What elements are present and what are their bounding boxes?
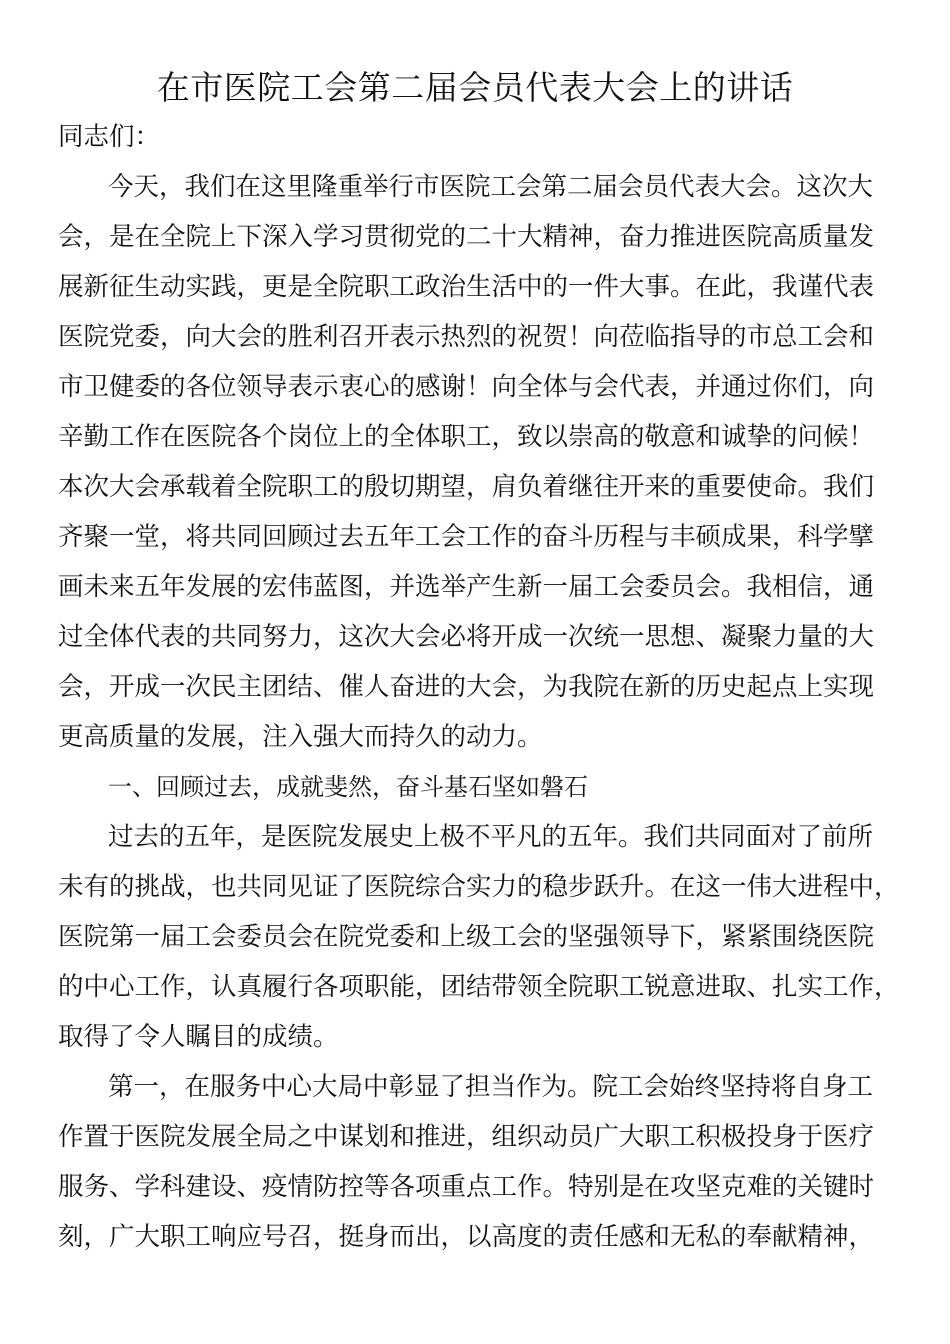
paragraph-line: 展新征生动实践，更是全院职工政治生活中的一件大事。在此，我谨代表 bbox=[58, 272, 875, 302]
paragraph-line: 过全体代表的共同努力，这次大会必将开成一次统一思想、凝聚力量的大 bbox=[58, 622, 875, 652]
paragraph-line: 取得了令人瞩目的成绩。 bbox=[58, 1022, 339, 1052]
paragraph-line: 作置于医院发展全局之中谋划和推进，组织动员广大职工积极投身于医疗 bbox=[58, 1122, 875, 1152]
paragraph-line: 更高质量的发展，注入强大而持久的动力。 bbox=[58, 722, 543, 752]
paragraph-line: 第一，在服务中心大局中彰显了担当作为。院工会始终坚持将自身工 bbox=[108, 1072, 874, 1102]
section-heading: 一、回顾过去，成就斐然，奋斗基石坚如磐石 bbox=[108, 773, 588, 801]
paragraph-line: 会，开成一次民主团结、催人奋进的大会，为我院在新的历史起点上实现 bbox=[58, 672, 875, 702]
paragraph-line: 刻，广大职工响应号召，挺身而出，以高度的责任感和无私的奉献精神， bbox=[58, 1222, 875, 1252]
paragraph-line: 医院第一届工会委员会在院党委和上级工会的坚强领导下，紧紧围绕医院 bbox=[58, 922, 875, 952]
salutation: 同志们： bbox=[58, 122, 161, 152]
paragraph-line: 市卫健委的各位领导表示衷心的感谢！向全体与会代表，并通过你们，向 bbox=[58, 372, 875, 402]
document-title: 在市医院工会第二届会员代表大会上的讲话 bbox=[156, 68, 794, 107]
paragraph-line: 齐聚一堂，将共同回顾过去五年工会工作的奋斗历程与丰硕成果，科学擘 bbox=[58, 522, 875, 552]
paragraph-line: 本次大会承载着全院职工的殷切期望，肩负着继往开来的重要使命。我们 bbox=[58, 472, 875, 502]
paragraph-line: 今天，我们在这里隆重举行市医院工会第二届会员代表大会。这次大 bbox=[108, 172, 874, 202]
paragraph-line: 会，是在全院上下深入学习贯彻党的二十大精神，奋力推进医院高质量发 bbox=[58, 222, 875, 252]
paragraph-line: 辛勤工作在医院各个岗位上的全体职工，致以崇高的敬意和诚挚的问候！ bbox=[58, 422, 875, 452]
paragraph-line: 服务、学科建设、疫情防控等各项重点工作。特别是在攻坚克难的关键时 bbox=[58, 1172, 875, 1202]
paragraph-line: 的中心工作，认真履行各项职能，团结带领全院职工锐意进取、扎实工作， bbox=[58, 972, 900, 1002]
paragraph-line: 画未来五年发展的宏伟蓝图，并选举产生新一届工会委员会。我相信，通 bbox=[58, 572, 875, 602]
paragraph-line: 未有的挑战，也共同见证了医院综合实力的稳步跃升。在这一伟大进程中， bbox=[58, 872, 900, 902]
paragraph-line: 医院党委，向大会的胜利召开表示热烈的祝贺！向莅临指导的市总工会和 bbox=[58, 322, 875, 352]
paragraph-line: 过去的五年，是医院发展史上极不平凡的五年。我们共同面对了前所 bbox=[108, 822, 874, 852]
